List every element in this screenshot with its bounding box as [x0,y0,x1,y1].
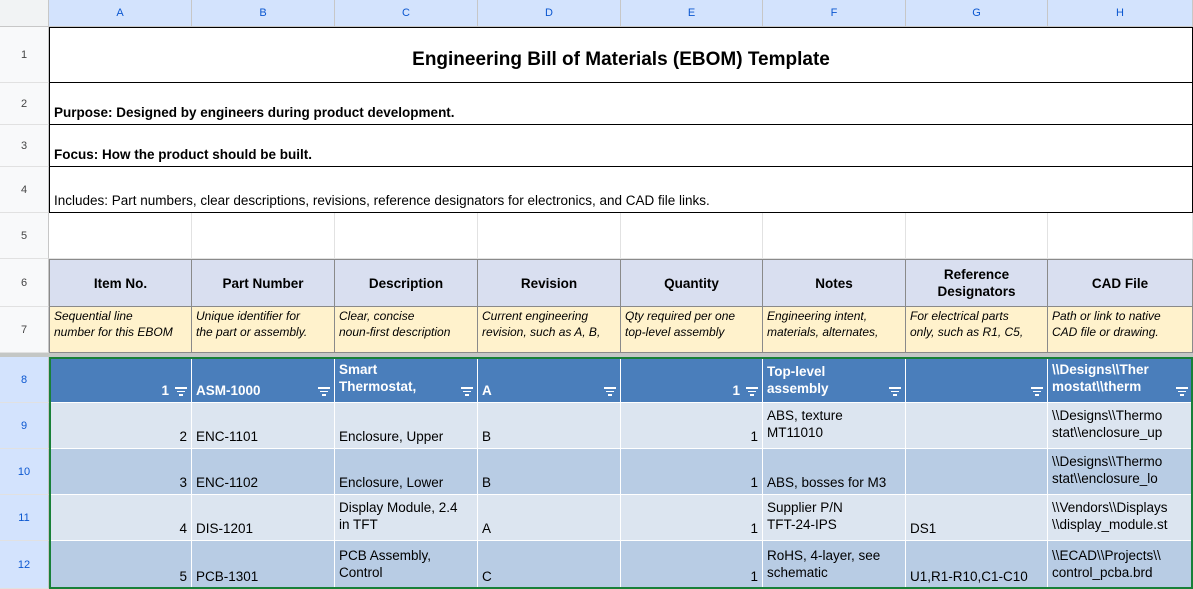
cell-revision[interactable]: B [478,449,621,495]
row-header-12[interactable]: 12 [0,541,49,589]
filter-icon[interactable] [318,387,330,397]
filter-icon[interactable] [746,387,758,397]
cell-reference-designators[interactable] [906,357,1048,403]
cell-description[interactable]: Display Module, 2.4 in TFT [335,495,478,541]
header-part-number[interactable]: Part Number [192,259,335,307]
cell-part-number[interactable]: DIS-1201 [192,495,335,541]
cell-notes[interactable]: Supplier P/N TFT-24-IPS [763,495,906,541]
row-header-7[interactable]: 7 [0,307,49,353]
row-header-11[interactable]: 11 [0,495,49,541]
cell-item-no[interactable]: 1 [49,357,192,403]
cell-description[interactable]: Enclosure, Lower [335,449,478,495]
cell-revision[interactable]: A [478,357,621,403]
cell-cad-file[interactable]: \\ECAD\\Projects\\ control_pcba.brd [1048,541,1193,589]
row-header-8[interactable]: 8 [0,357,49,403]
empty-cell[interactable] [49,213,192,259]
cell-item-no[interactable]: 4 [49,495,192,541]
empty-cell[interactable] [335,213,478,259]
guide-reference-designators[interactable]: For electrical parts only, such as R1, C5, [906,307,1048,353]
filter-icon[interactable] [1176,387,1188,397]
cell-cad-file[interactable]: \\Designs\\Thermo stat\\enclosure_up [1048,403,1193,449]
row-header-3[interactable]: 3 [0,125,49,167]
cell-cad-file[interactable]: \\Vendors\\Displays \\display_module.st [1048,495,1193,541]
cell-revision[interactable]: B [478,403,621,449]
cell-part-number[interactable]: ENC-1102 [192,449,335,495]
cell-description[interactable]: PCB Assembly, Control [335,541,478,589]
purpose-text[interactable]: Purpose: Designed by engineers during product development. [49,83,1193,125]
includes-text[interactable]: Includes: Part numbers, clear descriptions, revisions, reference designators for electronics, and CAD file links. [49,167,1193,213]
row-header-4[interactable]: 4 [0,167,49,213]
header-revision[interactable]: Revision [478,259,621,307]
row-header-9[interactable]: 9 [0,403,49,449]
row-header-6[interactable]: 6 [0,259,49,307]
column-header-c[interactable]: C [335,0,478,27]
cell-quantity[interactable]: 1 [621,357,763,403]
cell-item-no[interactable]: 5 [49,541,192,589]
guide-quantity[interactable]: Qty required per one top-level assembly [621,307,763,353]
cell-notes[interactable]: ABS, texture MT11010 [763,403,906,449]
row-header-5[interactable]: 5 [0,213,49,259]
cell-description[interactable]: Enclosure, Upper [335,403,478,449]
filter-icon[interactable] [889,387,901,397]
empty-cell[interactable] [1048,213,1193,259]
cell-quantity[interactable]: 1 [621,403,763,449]
cell-item-no[interactable]: 3 [49,449,192,495]
cell-part-number[interactable]: ASM-1000 [192,357,335,403]
empty-cell[interactable] [478,213,621,259]
sheet-title[interactable]: Engineering Bill of Materials (EBOM) Template [49,27,1193,83]
cell-quantity[interactable]: 1 [621,449,763,495]
filter-icon[interactable] [461,387,473,397]
empty-cell[interactable] [763,213,906,259]
cell-notes[interactable]: ABS, bosses for M3 [763,449,906,495]
header-reference-designators[interactable]: Reference Designators [906,259,1048,307]
row-header-1[interactable]: 1 [0,27,49,83]
guide-revision[interactable]: Current engineering revision, such as A, B, [478,307,621,353]
focus-text[interactable]: Focus: How the product should be built. [49,125,1193,167]
guide-cad-file[interactable]: Path or link to native CAD file or drawing. [1048,307,1193,353]
filter-icon[interactable] [175,387,187,397]
header-notes[interactable]: Notes [763,259,906,307]
cell-notes[interactable]: RoHS, 4-layer, see schematic [763,541,906,589]
cell-item-no[interactable]: 2 [49,403,192,449]
empty-cell[interactable] [906,213,1048,259]
column-header-h[interactable]: H [1048,0,1193,27]
empty-cell[interactable] [192,213,335,259]
cell-cad-file[interactable]: \\Designs\\Ther mostat\\therm [1048,357,1193,403]
cell-cad-file[interactable]: \\Designs\\Thermo stat\\enclosure_lo [1048,449,1193,495]
cell-reference-designators[interactable] [906,449,1048,495]
cell-revision[interactable]: C [478,541,621,589]
empty-cell[interactable] [621,213,763,259]
cell-part-number[interactable]: PCB-1301 [192,541,335,589]
cell-reference-designators[interactable]: U1,R1-R10,C1-C10 [906,541,1048,589]
row-header-2[interactable]: 2 [0,83,49,125]
column-header-e[interactable]: E [621,0,763,27]
row-header-10[interactable]: 10 [0,449,49,495]
column-header-b[interactable]: B [192,0,335,27]
cell-notes[interactable]: Top-level assembly [763,357,906,403]
guide-notes[interactable]: Engineering intent, materials, alternates, [763,307,906,353]
cell-quantity[interactable]: 1 [621,495,763,541]
cell-revision[interactable]: A [478,495,621,541]
guide-description[interactable]: Clear, concise noun-first description [335,307,478,353]
guide-part-number[interactable]: Unique identifier for the part or assembly. [192,307,335,353]
filter-icon[interactable] [1031,387,1043,397]
cell-part-number[interactable]: ENC-1101 [192,403,335,449]
header-cad-file[interactable]: CAD File [1048,259,1193,307]
cell-reference-designators[interactable]: DS1 [906,495,1048,541]
column-header-g[interactable]: G [906,0,1048,27]
column-header-d[interactable]: D [478,0,621,27]
header-quantity[interactable]: Quantity [621,259,763,307]
header-item-no[interactable]: Item No. [49,259,192,307]
select-all-corner[interactable] [0,0,49,27]
filter-icon[interactable] [604,387,616,397]
cell-quantity[interactable]: 1 [621,541,763,589]
column-header-a[interactable]: A [49,0,192,27]
guide-item-no[interactable]: Sequential line number for this EBOM [49,307,192,353]
cell-description[interactable]: Smart Thermostat, [335,357,478,403]
column-header-f[interactable]: F [763,0,906,27]
cell-reference-designators[interactable] [906,403,1048,449]
header-description[interactable]: Description [335,259,478,307]
